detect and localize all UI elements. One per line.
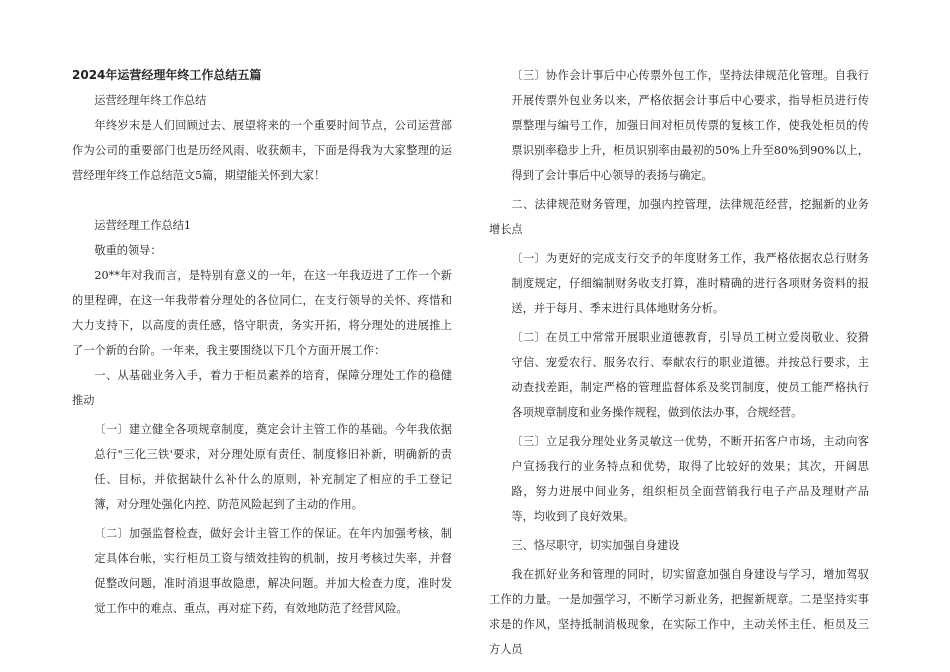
item-2-2: 〔二〕在员工中常常开展职业道德教育，引导员工树立爱岗敬业、狡猾守信、宠爱农行、服务农行、奉献农行的职业道德。并按总行要求，主动查找差距，制定严格的管理监督体系及奖罚制度，使员工能严格执行各项规章制度和业务操作规程，做到依法办事，合规经营。 [511, 331, 869, 419]
right-column [489, 63, 869, 662]
item-1-3: 〔三〕协作会计事后中心传票外包工作，坚持法律规范化管理。自我行开展传票外包业务以来，严格依据会计事后中心要求，指导柜员进行传票整理与编号工作，加强日间对柜员传票的复核工作，使我处柜员的传票识别率稳步上升，柜员识别率由最初的50%上升至80%到90%以上，得到了会计事后中心领导的表扬与确定。 [511, 69, 869, 182]
item-2-1: 〔一〕为更好的完成支行交予的年度财务工作，我严格依据农总行财务制度规定，仔细编制财务收支打算，准时精确的进行各项财务资料的报送，并于每月、季末进行具体地财务分析。 [511, 252, 869, 315]
intro-paragraph: 年终岁末是人们回顾过去、展望将来的一个重要时间节点，公司运营部作为公司的重要部门也是历经风雨、收获颇丰，下面是得我为大家整理的运营经理年终工作总结范文5篇，期望能关怀到大家！ [72, 119, 452, 182]
item-1-2: 〔二〕加强监督检查，做好会计主管工作的保证。在年内加强考核，制定具体台帐，实行柜员工资与绩效挂钩的机制，按月考核过失率，并督促整改问题，准时消退事故隐患，解决问题。并加大检查力度，准时发觉工作中的难点、重点，再对症下药，有效地防范了经营风险。 [94, 527, 452, 615]
heading-part-1: 一、从基础业务入手，着力于柜员素养的培育，保障分理处工作的稳健推动 [72, 369, 452, 407]
body-paragraph-3-1: 我在抓好业务和管理的同时，切实留意加强自身建设与学习，增加驾驭工作的力量。一是加强学习，不断学习新业务，把握新规章。二是坚持实事求是的作风，坚持抵制消极现象，在实际工作中，主动关怀主任、柜员及三方人员 [489, 568, 869, 656]
left-column [72, 63, 452, 621]
salutation: 敬重的领导： [94, 244, 162, 257]
heading-part-2: 二、法律规范财务管理，加强内控管理，法律规范经营，挖掘新的业务增长点 [489, 198, 869, 236]
document-subtitle: 运营经理年终工作总结 [94, 94, 207, 107]
item-1-1: 〔一〕建立健全各项规章制度，奠定会计主管工作的基础。今年我依据总行"三化三铁'要求，对分理处原有责任、制度修旧补新，明确新的责任、目标，并依据缺什么补什么的原则，补充制定了相应的手工登记簿，对分理处强化内控、防范风险起到了主动的作用。 [94, 423, 452, 511]
body-paragraph-1: 20**年对我而言，是特别有意义的一年，在这一年我迈进了工作一个新的里程碑，在这一年我带着分理处的各位同仁，在支行领导的关怀、疼惜和大力支持下，以高度的责任感，恪守职责，务实开拓，将分理处的进展推上了一个新的台阶。一年来，我主要围绕以下几个方面开展工作： [72, 269, 452, 357]
item-2-3: 〔三〕立足我分理处业务灵敏这一优势，不断开拓客户市场，主动向客户宣扬我行的业务特点和优势，取得了比较好的效果；其次，开阔思路，努力进展中间业务，组织柜员全面营销我行电子产品及理财产品等，均收到了良好效果。 [511, 435, 869, 523]
section-heading: 运营经理工作总结1 [94, 219, 192, 232]
heading-part-3: 三、恪尽职守，切实加强自身建设 [511, 539, 680, 552]
document-title: 2024年运营经理年终工作总结五篇 [72, 68, 262, 82]
